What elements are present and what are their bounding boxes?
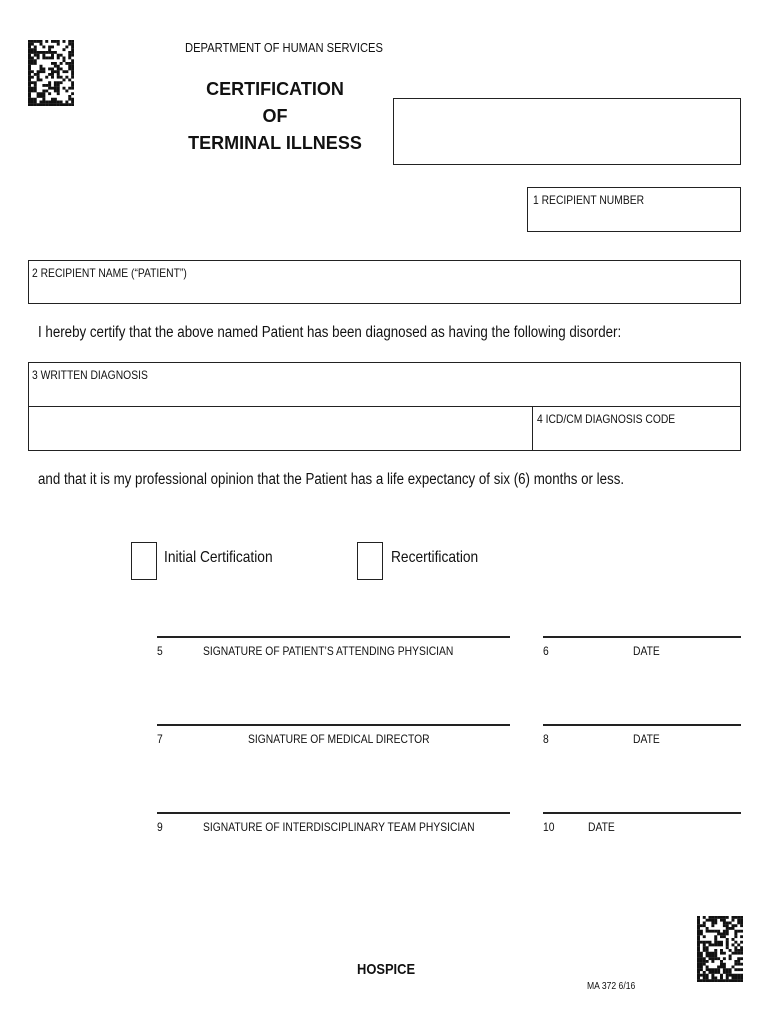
form-title-line1: CERTIFICATION	[206, 79, 344, 99]
date-number-8: 8	[543, 732, 549, 746]
initial-certification-label: Initial Certification	[164, 549, 273, 566]
signature-number-5: 5	[157, 644, 163, 658]
written-diagnosis-field[interactable]	[28, 362, 741, 408]
date-line-8[interactable]	[543, 724, 741, 726]
icd-code-field[interactable]	[532, 406, 741, 451]
recipient-name-label: 2 RECIPIENT NAME (“PATIENT”)	[32, 266, 187, 280]
recipient-number-field[interactable]	[527, 187, 741, 232]
signature-number-7: 7	[157, 732, 163, 746]
date-label-10: DATE	[588, 820, 615, 834]
date-line-10[interactable]	[543, 812, 741, 814]
barcode-bottom-icon	[697, 916, 743, 982]
attending-physician-signature-label: SIGNATURE OF PATIENT’S ATTENDING PHYSICIAN	[203, 644, 454, 658]
date-label-8: DATE	[633, 732, 660, 746]
date-line-6[interactable]	[543, 636, 741, 638]
date-label-6: DATE	[633, 644, 660, 658]
form-title-line2: OF	[262, 106, 288, 126]
icd-code-label: 4 ICD/CM DIAGNOSIS CODE	[537, 412, 676, 426]
recertification-label: Recertification	[391, 549, 479, 566]
header-blank-box[interactable]	[393, 98, 741, 165]
hospice-label: HOSPICE	[357, 961, 416, 978]
barcode-top-icon	[28, 40, 74, 106]
medical-director-signature-line[interactable]	[157, 724, 510, 726]
recertification-checkbox[interactable]	[357, 542, 383, 580]
diagnosis-continuation-field[interactable]	[28, 406, 534, 451]
opinion-statement: and that it is my professional opinion that the Patient has a life expectancy of six (6) months or less.	[38, 471, 625, 488]
form-title-line3: TERMINAL ILLNESS	[188, 133, 362, 153]
attending-physician-signature-line[interactable]	[157, 636, 510, 638]
department-name: DEPARTMENT OF HUMAN SERVICES	[185, 40, 383, 55]
written-diagnosis-label: 3 WRITTEN DIAGNOSIS	[32, 368, 148, 382]
certify-statement: I hereby certify that the above named Patient has been diagnosed as having the following disorder:	[38, 324, 622, 341]
signature-number-9: 9	[157, 820, 163, 834]
date-number-10: 10	[543, 820, 555, 834]
form-number: MA 372 6/16	[587, 981, 636, 992]
recipient-number-label: 1 RECIPIENT NUMBER	[533, 193, 645, 207]
medical-director-signature-label: SIGNATURE OF MEDICAL DIRECTOR	[248, 732, 430, 746]
initial-certification-checkbox[interactable]	[131, 542, 157, 580]
team-physician-signature-label: SIGNATURE OF INTERDISCIPLINARY TEAM PHYSICIAN	[203, 820, 475, 834]
recipient-name-field[interactable]	[28, 260, 741, 304]
team-physician-signature-line[interactable]	[157, 812, 510, 814]
date-number-6: 6	[543, 644, 549, 658]
